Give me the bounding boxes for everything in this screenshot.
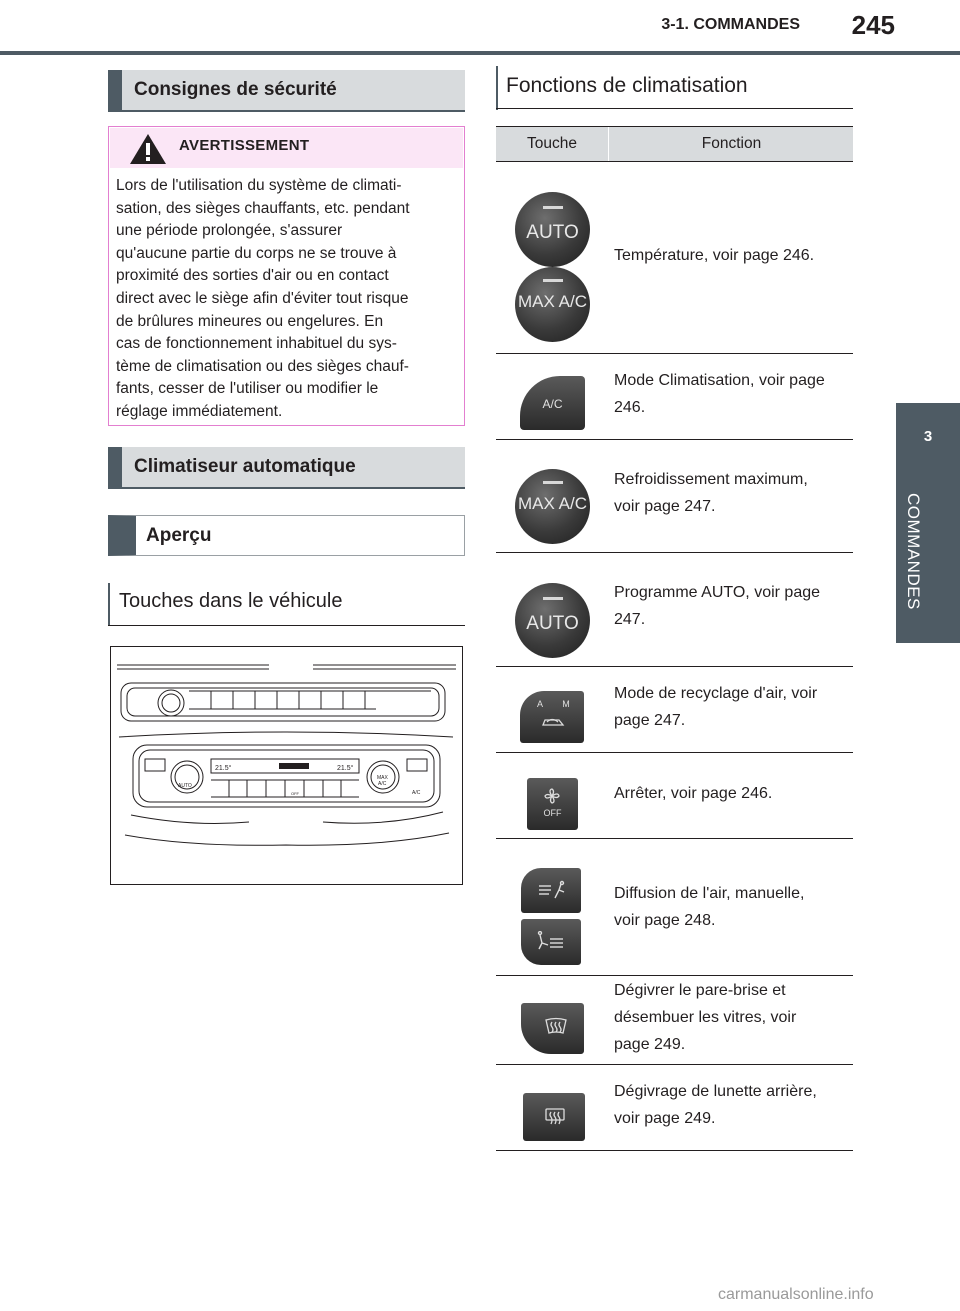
page-number: 245 [851, 10, 895, 40]
climate-panel-diagram [110, 646, 463, 885]
function-text [614, 977, 849, 1058]
warning-line: cas de fonctionnement inhabituel du sys- [116, 335, 397, 353]
header-rule [0, 51, 960, 55]
fan-icon [544, 788, 560, 804]
max-ac-button-icon: MAX A/C [515, 267, 590, 342]
diagram-max-ac-label: A/C [378, 781, 387, 787]
air-distribution-upper-button-icon [521, 868, 581, 913]
windshield-defrost-icon [545, 1017, 567, 1035]
overview-heading: Aperçu [108, 515, 465, 556]
fan-off-button-icon: OFF [527, 778, 578, 830]
watermark: carmanualsonline.info [718, 1286, 874, 1303]
chapter-label: COMMANDES [904, 493, 923, 610]
ac-button-icon: A/C [520, 376, 585, 430]
climate-heading: Climatiseur automatique [108, 447, 465, 487]
max-ac-button-icon: MAX A/C [515, 469, 590, 544]
function-line: Dégivrage de lunette arrière, [614, 1083, 817, 1100]
auto-button-icon: AUTO [515, 583, 590, 658]
function-line: voir page 248. [614, 912, 716, 929]
function-line: voir page 247. [614, 498, 716, 515]
warning-line: proximité des sorties d'air ou en contact [116, 267, 389, 285]
function-text [614, 880, 849, 934]
column-header-function: Fonction [608, 127, 854, 161]
function-line: 246. [614, 399, 646, 416]
function-text [614, 367, 849, 421]
diagram-off-label: OFF [291, 791, 299, 796]
safety-heading-rule [108, 110, 465, 112]
table-row [496, 553, 853, 667]
buttons-heading-rule [108, 625, 465, 626]
diagram-auto-label: AUTO [178, 783, 192, 789]
warning-line: fants, cesser de l'utiliser ou modifier le [116, 380, 379, 398]
warning-line: qu'aucune partie du corps ne se trouve à [116, 244, 397, 262]
safety-heading: Consignes de sécurité [108, 70, 465, 110]
function-line: Refroidissement maximum, [614, 471, 808, 488]
display-temp-left: 21.5° [215, 765, 232, 772]
air-recirculation-button-icon: A M [520, 691, 584, 743]
display-fan-bar [279, 763, 309, 769]
warning-line: de brûlures mineures ou engelures. En [116, 312, 384, 330]
warning-box [108, 126, 465, 426]
function-text [614, 780, 849, 807]
function-line: Diffusion de l'air, manuelle, [614, 885, 805, 902]
function-text [614, 242, 849, 269]
warning-text [116, 175, 456, 424]
table-row [496, 354, 853, 440]
function-line: page 247. [614, 712, 686, 729]
diagram-ac-label: A/C [412, 790, 421, 796]
table-row [496, 440, 853, 553]
function-line: désembuer les vitres, voir [614, 1009, 797, 1026]
warning-title: AVERTISSEMENT [179, 137, 310, 154]
windshield-defrost-button-icon [521, 1003, 584, 1054]
warning-line: tème de climatisation ou des sièges chauf- [116, 357, 409, 375]
air-distribution-lower-button-icon [521, 919, 581, 965]
warning-line: direct avec le siège afin d'éviter tout risque [116, 289, 409, 307]
climate-functions-title: Fonctions de climatisation [496, 66, 853, 110]
climate-panel-illustration [111, 647, 462, 884]
function-text [614, 466, 849, 520]
warning-line: une période prolongée, s'assurer [116, 222, 343, 240]
warning-line: réglage immédiatement. [116, 402, 283, 420]
rear-window-defrost-icon [545, 1107, 565, 1125]
warning-triangle-icon [129, 133, 167, 165]
table-row [496, 976, 853, 1065]
climate-heading-rule [108, 487, 465, 489]
function-line: 247. [614, 611, 646, 628]
function-line: Programme AUTO, voir page [614, 584, 821, 601]
air-distribution-upper-icon [537, 880, 567, 900]
function-line: voir page 249. [614, 1110, 716, 1127]
function-line: Arrêter, voir page 246. [614, 785, 773, 802]
air-distribution-lower-icon [536, 931, 566, 951]
table-row [496, 667, 853, 753]
auto-button-icon: AUTO [515, 192, 590, 267]
warning-line: Lors de l'utilisation du système de climati- [116, 177, 402, 194]
table-row [496, 839, 853, 976]
section-title: 3-1. COMMANDES [661, 16, 800, 33]
table-row [496, 1065, 853, 1151]
diagram-max-label: MAX [377, 775, 388, 781]
display-temp-right: 21.5° [337, 765, 354, 772]
buttons-heading: Touches dans le véhicule [108, 583, 465, 626]
function-text [614, 1078, 849, 1132]
table-row [496, 162, 853, 354]
function-text [614, 680, 849, 734]
table-row [496, 753, 853, 839]
function-line: Température, voir page 246. [614, 247, 815, 264]
function-line: Mode de recyclage d'air, voir [614, 685, 818, 702]
column-header-key: Touche [527, 135, 577, 152]
car-recirculation-icon [540, 715, 566, 727]
table-header [496, 126, 853, 162]
climate-functions-title-rule [496, 108, 853, 109]
warning-line: sation, des sièges chauffants, etc. pendant [116, 199, 410, 217]
chapter-number: 3 [923, 428, 933, 445]
function-line: page 249. [614, 1036, 686, 1053]
function-line: Dégivrer le pare-brise et [614, 982, 786, 999]
rear-window-defrost-button-icon [523, 1093, 585, 1141]
function-text [614, 579, 849, 633]
function-line: Mode Climatisation, voir page [614, 372, 825, 389]
